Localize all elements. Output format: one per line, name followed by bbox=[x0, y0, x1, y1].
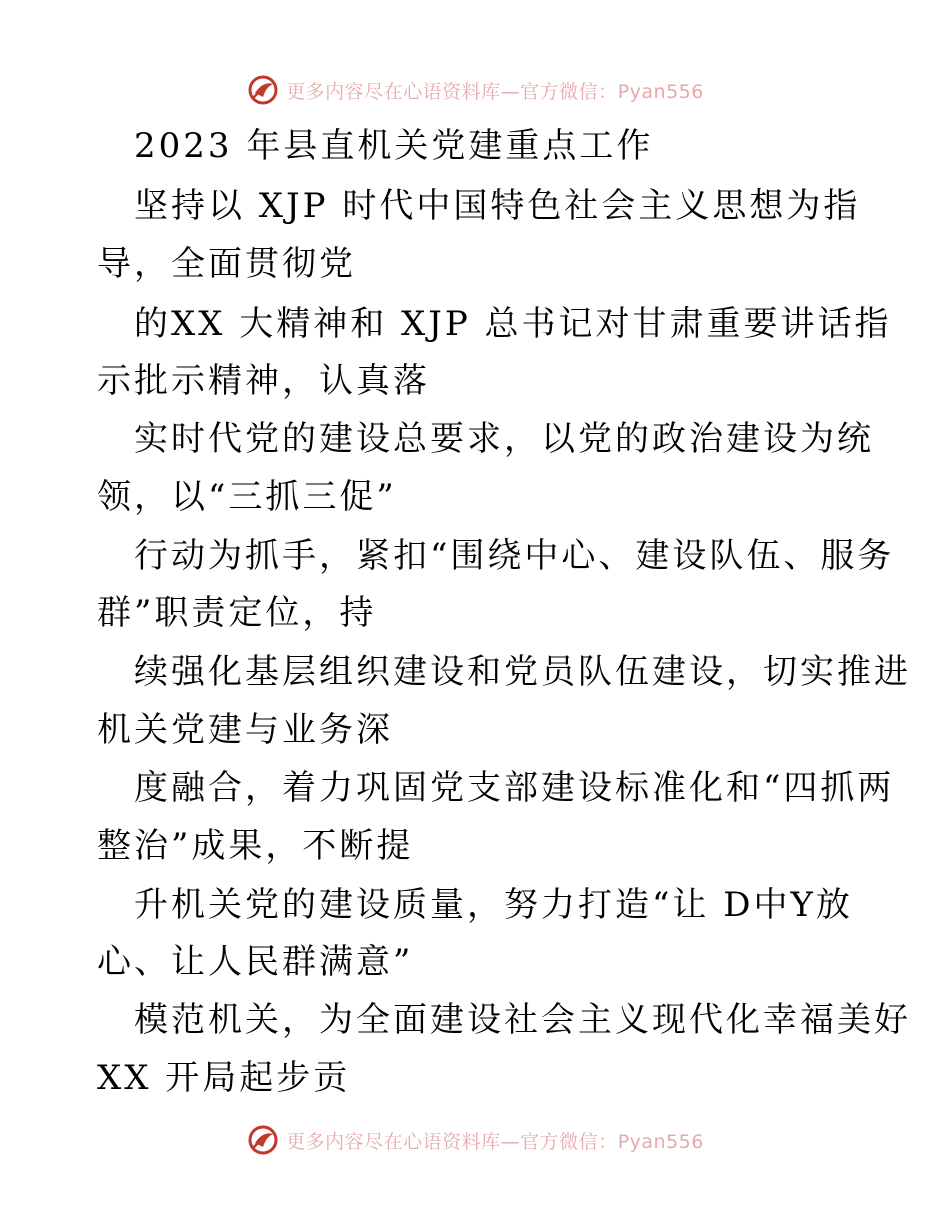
paragraph-line: 坚持以 XJP 时代中国特色社会主义思想为指 bbox=[134, 186, 861, 226]
header-promo-text: 更多内容尽在心语资料库 bbox=[286, 80, 501, 103]
brand-logo-icon bbox=[246, 1123, 280, 1157]
footer-watermark-text bbox=[286, 1127, 704, 1154]
footer-wechat-id: Pyan556 bbox=[617, 1130, 704, 1153]
paragraph-line: 群”职责定位，持 bbox=[97, 593, 377, 633]
header-watermark-text bbox=[286, 77, 704, 104]
footer-wechat-label: 官方微信： bbox=[520, 1130, 618, 1153]
header-wechat-label: 官方微信： bbox=[520, 80, 618, 103]
paragraph-line: 行动为抓手，紧扣“围绕中心、建设队伍、服务 bbox=[134, 536, 895, 576]
paragraph-line: 模范机关，为全面建设社会主义现代化幸福美好 bbox=[134, 1000, 911, 1040]
document-title: 2023 年县直机关党建重点工作 bbox=[134, 126, 654, 166]
header-separator: — bbox=[500, 80, 521, 103]
paragraph-line: 整治”成果，不断提 bbox=[97, 826, 414, 866]
footer-separator: — bbox=[500, 1130, 521, 1153]
paragraph-line: 升机关党的建设质量，努力打造“让 D中Y放 bbox=[134, 885, 853, 925]
paragraph-line: 导，全面贯彻党 bbox=[97, 244, 356, 284]
paragraph-line: 示批示精神，认真落 bbox=[97, 361, 430, 401]
paragraph-line: 领，以“三抓三促” bbox=[97, 477, 397, 517]
paragraph-line: 度融合，着力巩固党支部建设标准化和“四抓两 bbox=[134, 768, 895, 808]
paragraph-line: 的XX 大精神和 XJP 总书记对甘肃重要讲话指 bbox=[134, 304, 892, 344]
paragraph-line: XX 开局起步贡 bbox=[97, 1058, 351, 1098]
header-watermark-banner bbox=[0, 70, 950, 110]
footer-watermark-banner bbox=[0, 1120, 950, 1160]
paragraph-line: 续强化基层组织建设和党员队伍建设，切实推进 bbox=[134, 652, 911, 692]
footer-promo-text: 更多内容尽在心语资料库 bbox=[286, 1130, 501, 1153]
brand-logo-icon bbox=[246, 73, 280, 107]
paragraph-line: 心、让人民群满意” bbox=[97, 942, 414, 982]
header-wechat-id: Pyan556 bbox=[617, 80, 704, 103]
paragraph-line: 实时代党的建设总要求，以党的政治建设为统 bbox=[134, 419, 874, 459]
paragraph-line: 机关党建与业务深 bbox=[97, 710, 393, 750]
